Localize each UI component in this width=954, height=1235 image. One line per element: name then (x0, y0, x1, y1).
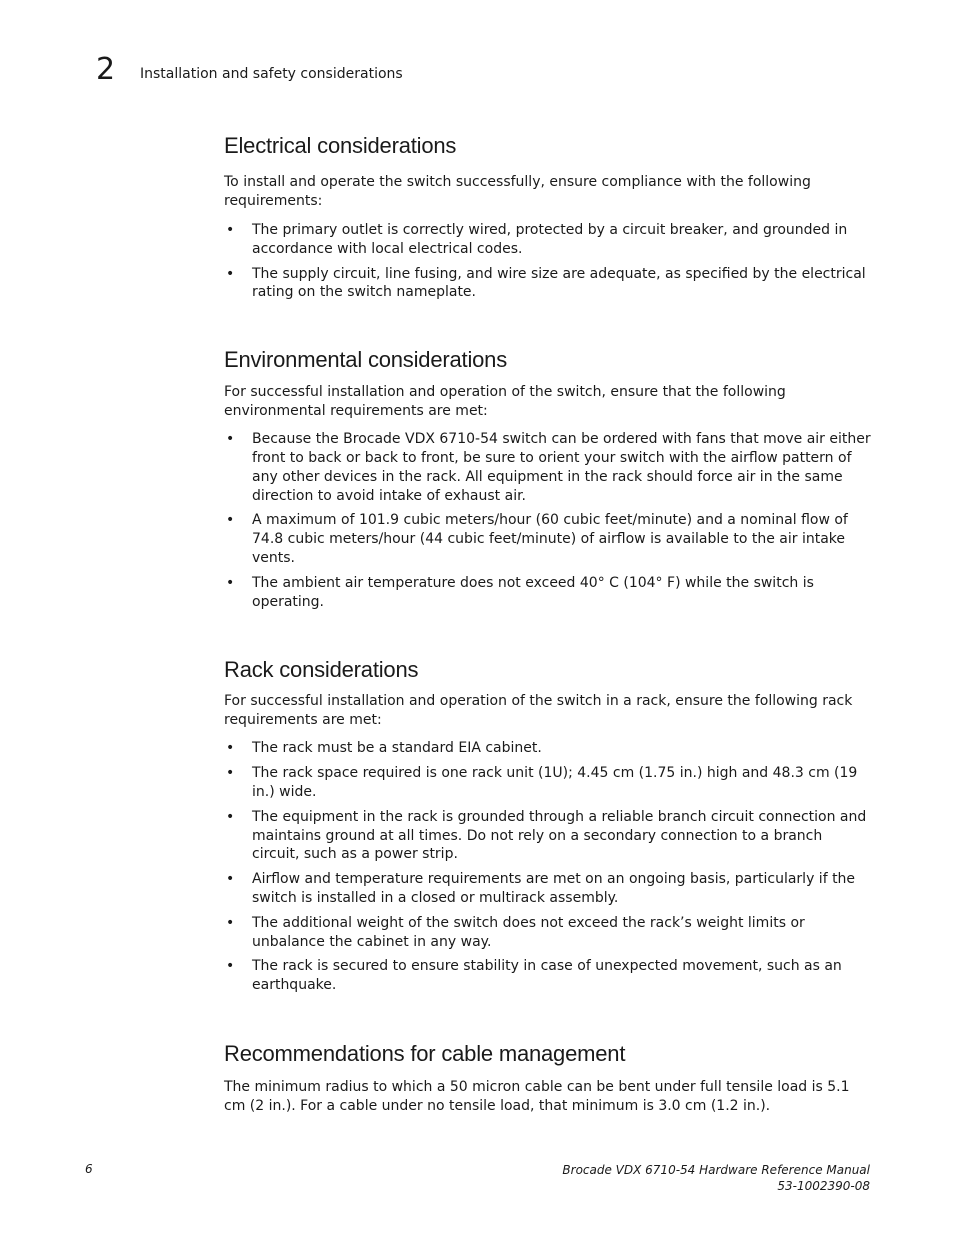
bullet-list (224, 221, 874, 302)
bullet-item: • A maximum of 101.9 cubic meters/hour (60 cubic feet/minute) and a nominal flow of 74.8 cubic meters/hour (44 cubic feet/minute) of airflow is available to the air intake vents. (224, 511, 874, 567)
bullet-item: • The additional weight of the switch does not exceed the rack’s weight limits or unbalance the cabinet in any way. (224, 914, 874, 952)
section-heading: Electrical considerations (224, 133, 457, 158)
chapter-title: Installation and safety considerations (140, 66, 403, 82)
manual-title: Brocade VDX 6710-54 Hardware Reference Manual (562, 1163, 870, 1177)
bullet-item: • Because the Brocade VDX 6710-54 switch can be ordered with fans that move air either front to back or back to front, be sure to orient your switch with the airflow pattern of any other devices in the rack. All equipment in the rack should force air in the same direction to avoid intake of exhaust air. (224, 430, 874, 505)
section-intro: For successful installation and operation of the switch in a rack, ensure the following rack requirements are met: (224, 693, 853, 729)
section-environmental-considerations (224, 345, 874, 611)
bullet-item: • The equipment in the rack is grounded through a reliable branch circuit connection and maintains ground at all times. Do not rely on a secondary connection to a branch circuit, such as a power strip. (224, 808, 874, 864)
bullet-item: • Airflow and temperature requirements are met on an ongoing basis, particularly if the switch is installed in a closed or multirack assembly. (224, 870, 874, 908)
chapter-number: 2 (96, 52, 116, 87)
section-cable-management (224, 1039, 874, 1116)
section-electrical-considerations (224, 131, 874, 302)
bullet-list (224, 430, 874, 611)
section-intro: The minimum radius to which a 50 micron cable can be bent under full tensile load is 5.1 cm (2 in.). For a cable under no tensile load, that minimum is 3.0 cm (1.2 in.). (224, 1078, 850, 1114)
section-intro: For successful installation and operation of the switch, ensure that the following environmental requirements are met: (224, 384, 786, 420)
bullet-item: • The rack is secured to ensure stability in case of unexpected movement, such as an earthquake. (224, 957, 874, 995)
page-number: 6 (85, 1162, 93, 1176)
footer-doc-info (562, 1162, 870, 1194)
bullet-item: • The rack space required is one rack unit (1U); 4.45 cm (1.75 in.) high and 48.3 cm (19 in.) wide. (224, 764, 874, 802)
section-rack-considerations (224, 655, 874, 995)
section-intro: To install and operate the switch successfully, ensure compliance with the following requirements: (224, 174, 811, 209)
section-heading: Rack considerations (224, 657, 419, 683)
bullet-item: • The primary outlet is correctly wired, protected by a circuit breaker, and grounded in accordance with local electrical codes. (224, 221, 874, 259)
bullet-list (224, 739, 874, 995)
page-content (224, 131, 874, 1116)
bullet-item: • The supply circuit, line fusing, and wire size are adequate, as specified by the electrical rating on the switch nameplate. (224, 265, 874, 303)
section-heading: Environmental considerations (224, 347, 507, 373)
section-heading: Recommendations for cable management (224, 1040, 626, 1066)
bullet-item: • The ambient air temperature does not exceed 40° C (104° F) while the switch is operating. (224, 574, 874, 612)
doc-number: 53-1002390-08 (777, 1179, 870, 1193)
bullet-item: • The rack must be a standard EIA cabinet. (224, 739, 874, 758)
